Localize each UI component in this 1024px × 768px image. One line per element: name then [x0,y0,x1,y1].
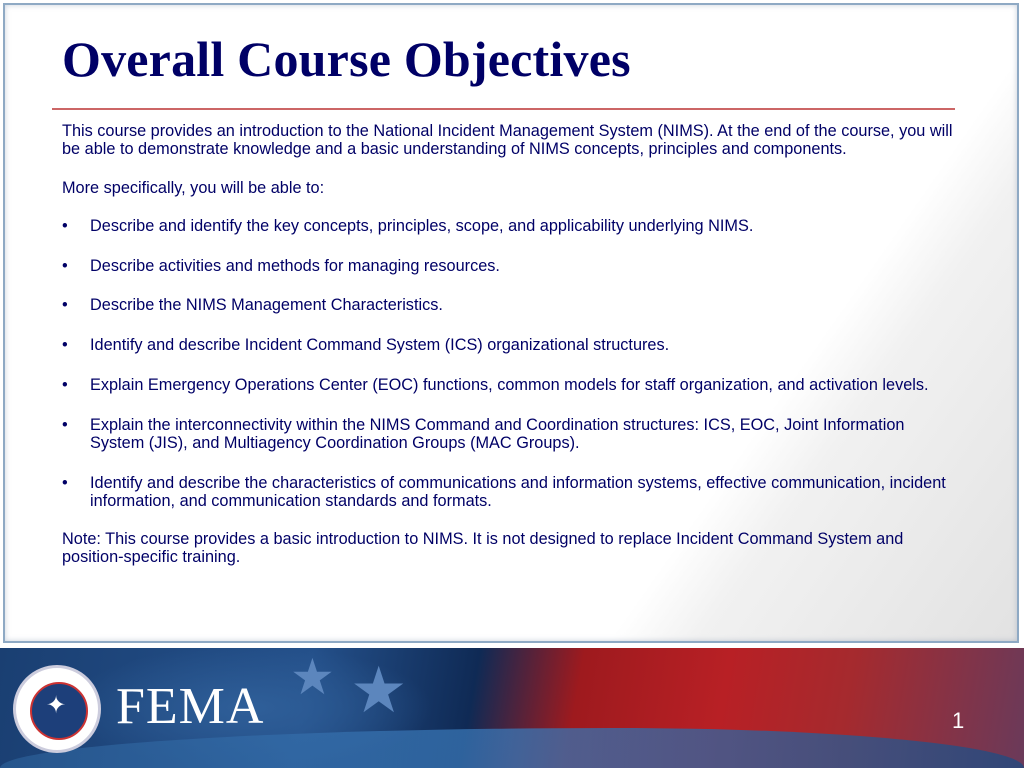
bullet-icon: • [62,473,68,492]
bullet-icon: • [62,415,68,434]
objectives-list [62,217,957,511]
bullet-icon: • [62,256,68,275]
bullet-text: Identify and describe the characteristics of communications and information systems, effective communication, incident information, and communication standards and formats. [90,473,946,511]
slide-body [62,122,957,566]
bullet-icon: • [62,336,68,355]
lead-in: More specifically, you will be able to: [62,178,325,197]
bullet-text: Describe the NIMS Management Characteristics. [90,296,443,315]
bullet-text: Identify and describe Incident Command System (ICS) organizational structures. [90,336,670,355]
bullet-text: Describe activities and methods for managing resources. [90,256,500,275]
eagle-icon: ✦ [46,692,67,719]
slide-title: Overall Course Objectives [62,31,631,87]
list-item [62,416,957,453]
list-item [62,217,957,235]
page-number: 1 [952,708,965,733]
bullet-text: Describe and identify the key concepts, principles, scope, and applicability underlying NIMS. [90,216,754,235]
note-paragraph: Note: This course provides a basic introduction to NIMS. It is not designed to replace Incident Command System and position-specific training. [62,529,904,566]
bullet-text: Explain the interconnectivity within the NIMS Command and Coordination structures: ICS, EOC, Joint Information System (JIS), and Multiagency Coordination Groups (MAC Groups). [90,415,905,453]
footer-banner [0,648,1024,768]
list-item [62,336,957,354]
bullet-text: Explain Emergency Operations Center (EOC) functions, common models for staff organization, and activation levels. [90,376,929,395]
star-icon: ★ [290,649,335,705]
bullet-icon: • [62,216,68,235]
dhs-seal [13,665,101,753]
list-item [62,376,957,394]
intro-paragraph: This course provides an introduction to the National Incident Management System (NIMS). At the end of the course, you will be able to demonstrate knowledge and a basic understanding of NIMS concepts, principles and components. [62,122,953,159]
bullet-icon: • [62,376,68,395]
list-item [62,474,957,511]
fema-logo: FEMA [116,678,265,735]
list-item [62,257,957,275]
list-item [62,296,957,314]
title-divider [52,108,955,110]
bullet-icon: • [62,296,68,315]
star-icon: ★ [350,654,408,726]
